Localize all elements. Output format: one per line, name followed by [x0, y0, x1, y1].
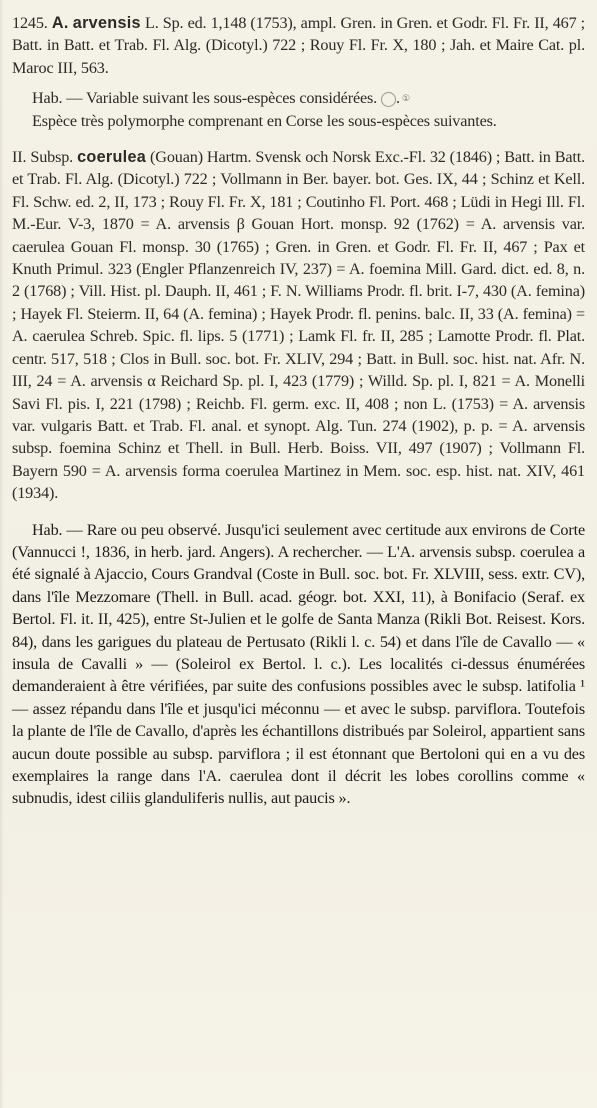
subspecies-name: coerulea — [77, 148, 147, 167]
entry-species: arvensis — [72, 14, 141, 32]
entry-habitat-text: Hab. — Variable suivant les sous-espèces considérées. — [32, 89, 378, 108]
subspecies-label: II. Subsp. — [12, 148, 74, 167]
subspecies-entry — [12, 146, 585, 505]
entry-habitat-end: . — [395, 89, 400, 108]
scan-edge-shadow — [0, 0, 4, 1108]
subspecies-habitat-text: Hab. — Rare ou peu observé. Jusqu'ici seulement avec certitude aux environs de Corte (Vannucci !, 1836, in herb. jard. Angers). A rechercher. — L'A. arvensis subsp. coerulea a été signalé à Ajaccio, Cours Grandval (Coste in Bull. soc. bot. Fr. XLVIII, sess. extr. CV), dans l'île Mezzomare (Thell. in Bull. acad. géogr. bot. XXI, 11), à Bonifacio (Seraf. ex Bertol. Fl. it. II, 425), entre St-Julien et le golfe de Santa Manza (Rikli Bot. Reisest. Kors. 84), dans les garigues du plateau de Pertusato (Rikli l. c. 54) et dans l'île de Cavallo — « insula de Cavalli » — (Soleirol ex Bertol. l. c.). Les localités ci-dessus énumérées demanderaient à être vérifiées, par suite des confusions possibles avec le subsp. latifolia ¹ — assez répandu dans l'île et jusqu'ici méconnu — et avec le subsp. parviflora. Toutefois la plante de l'île de Cavallo, d'après les échantillons distribués par Soleirol, appartient sans aucun doute possible au subsp. parviflora ; il est étonnant que Bertoloni qui en a vu des exemplaires la range dans l'A. caerulea dont il décrit les lobes corollins comme « subnudis, idest ciliis glanduliferis nullis, aut paucis ». — [12, 520, 585, 808]
species-note-text: Espèce très polymorphe comprenant en Corse les sous-espèces suivantes. — [32, 111, 497, 130]
species-note — [12, 110, 585, 132]
entry-genus: A. — [51, 14, 69, 32]
entry-number: 1245. — [12, 14, 48, 32]
circled-number-icon: ① — [381, 92, 396, 107]
entry-habitat — [12, 87, 585, 109]
subspecies-habitat — [12, 519, 585, 810]
subspecies-synonymy: (Gouan) Hartm. Svensk och Norsk Exc.-Fl. 32 (1846) ; Batt. in Batt. et Trab. Fl. Alg. (Dicotyl.) 722 ; Vollmann in Ber. bayer. bot. Ges. IX, 44 ; Schinz et Kell. Fl. Schw. ed. 2, II, 173 ; Rouy Fl. Fr. X, 181 ; Coutinho Fl. Port. 468 ; Lüdi in Hegi Ill. Fl. M.-Eur. V-3, 1870 = A. arvensis β Gouan Hort. monsp. 92 (1762) = A. arvensis var. caerulea Gouan Fl. monsp. 30 (1765) ; Gren. in Gren. et Godr. Fl. Fr. II, 467 ; Pax et Knuth Primul. 323 (Engler Pflanzenreich IV, 237) = A. foemina Mill. Gard. dict. ed. 8, n. 2 (1768) ; Vill. Hist. pl. Dauph. II, 461 ; F. N. Williams Prodr. fl. brit. I-7, 430 (A. femina) ; Hayek Fl. Steierm. II, 64 (A. femina) ; Hayek Prodr. fl. penins. balc. II, 33 (A. femina) = A. caerulea Schreb. Spic. fl. lips. 5 (1771) ; Lamk Fl. fr. II, 285 ; Lamotte Prodr. fl. Plat. centr. 517, 518 ; Clos in Bull. soc. bot. Fr. XLIV, 294 ; Batt. in Bull. soc. hist. nat. Afr. N. III, 24 = A. arvensis α Reichard Sp. pl. I, 423 (1779) ; Willd. Sp. pl. I, 821 = A. Monelli Savi Fl. pis. I, 221 (1798) ; Reichb. Fl. germ. exc. II, 408 ; non L. (1753) = A. arvensis var. vulgaris Batt. et Trab. Fl. anal. et synopt. Alg. Tun. 274 (1902), p. p. = A. arvensis subsp. foemina Schinz et Thell. in Bull. Herb. Boiss. VII, 497 (1907) ; Vollmann Fl. Bayern 590 = A. arvensis forma coerulea Martinez in Mem. soc. esp. hist. nat. XIV, 461 (1934). — [12, 148, 585, 503]
entry-citation: L. Sp. ed. 1,148 (1753), ampl. Gren. in Gren. et Godr. Fl. Fr. II, 467 ; Batt. in Batt. et Trab. Fl. Alg. (Dicotyl.) 722 ; Rouy Fl. Fr. X, 180 ; Jah. et Maire Cat. pl. Maroc III, 563. — [12, 14, 586, 77]
species-entry — [12, 12, 585, 79]
